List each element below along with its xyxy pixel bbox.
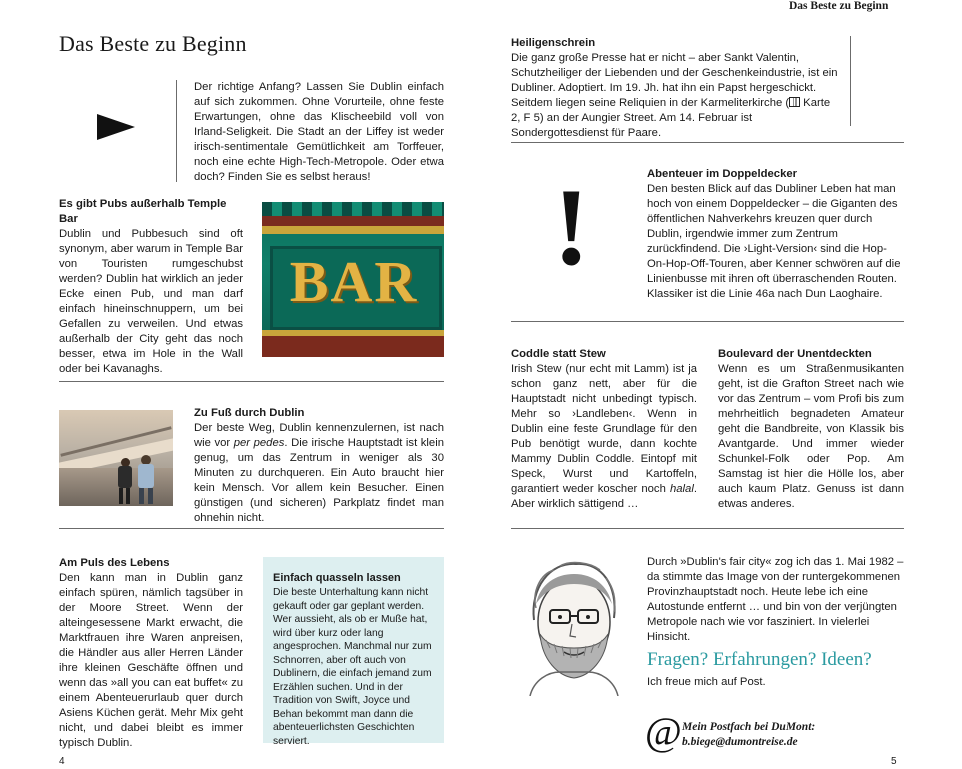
coddle-heading: Coddle statt Stew: [511, 348, 606, 360]
walk-heading: Zu Fuß durch Dublin: [194, 407, 305, 419]
boulevard-section: [718, 347, 904, 512]
chat-text: Die beste Unterhaltung kann nicht gekauft oder gar geplant werden. Wer aussieht, als ob er Muße hat, wird über kurz oder lang angesprochen. Manchmal nur zum Schnorren, aber oft auch von Dublinern, die einfach jemand zum Erzählen suchen. Und in der Tradition von Swift, Joyce und Behan bekommt man dann die abenteuerlichsten Geschichten serviert.: [273, 587, 432, 747]
page-title: Das Beste zu Beginn: [59, 31, 247, 56]
coddle-text-emphasis: halal: [669, 483, 694, 495]
page-number-left: 4: [59, 756, 65, 767]
shrine-heading: Heiligenschrein: [511, 37, 596, 49]
contact-email[interactable]: b.biege@dumontreise.de: [682, 736, 798, 748]
walk-text: Der beste Weg, Dublin kennenzulernen, ist nach wie vor per pedes. Die irische Hauptstadt ist klein genug, um das Zentrum in weniger als 30 Minuten zu durchqueren. Ein Auto braucht hier kein Mensch. Vor allem kein Besucher. Einen günstigen (und sicheren) Parkplatz findet man ohnehin nicht.: [194, 422, 444, 524]
doubledecker-section: [647, 167, 904, 302]
divider-1: [59, 381, 444, 382]
shrine-text: Die ganz große Presse hat er nicht – aber Sankt Valentin, Schutzheiliger der Liebenden und der Geschenkeindustrie, ist ein Dubliner. Adoptiert. Im 19. Jh. hat ihn ein Papst hergeschickt. Seitdem liegen seine Reliquien in der Karmeliterkirche ( Karte 2, F 5) an der Aungier Street. Am 14. Februar ist Sondergottesdienst für Paare.: [511, 52, 838, 139]
bar-sign-text: BAR: [289, 249, 419, 314]
chat-box: [263, 557, 444, 747]
pubs-text: Dublin und Pubbesuch sind oft synonym, aber warum in Temple Bar von Touristen rumgeschubst werden? Dublin hat wirklich an jeder Ecke einen Pub, und man darf einfach hineinschnuppern, um bei Gefallen zu verweilen. Und etwas außerhalb der City geht das noch besser, etwa im Hole in the Wall oder bei Kavanaghs.: [59, 228, 243, 375]
coddle-section: [511, 347, 697, 512]
divider-5: [511, 528, 904, 529]
pulse-section: [59, 556, 243, 751]
at-symbol-icon: @: [645, 709, 682, 754]
pulse-heading: Am Puls des Lebens: [59, 557, 170, 569]
map-reference[interactable]: Karte 2, F 5: [511, 97, 831, 124]
doubledecker-text: Den besten Blick auf das Dubliner Leben hat man hoch von einem Doppeldecker – die Giganten des öffentlichen Nahverkehrs kreuzen quer durch Dublin, irgendwie immer zum Zentrum zurückfindend. Die ›Light-Version‹ sind die Hop-On-Hop-Off-Touren, aber Kenner schwören auf die Linienbusse mit ihren oft überraschenden Routen. Klassiker ist die Linie 46a nach Dun Laoghaire.: [647, 183, 901, 300]
intro-paragraph: Der richtige Anfang? Lassen Sie Dublin einfach auf sich zukommen. Ohne Vorurteile, ohne feste Erwartungen, ohne das Klischeebild voll von Irland-Seligkeit. Die Stadt an der Liffey ist weder irisch-sentimentale Gemütlichkeit am Torffeuer, noch eine echte High-Tech-Metropole. Oder etwa doch? Finden Sie es selbst heraus!: [194, 81, 444, 183]
play-arrow-icon: [97, 114, 137, 145]
pubs-section: [59, 197, 243, 377]
running-header: Das Beste zu Beginn: [789, 0, 889, 12]
walk-section: [194, 406, 444, 526]
pubs-heading: Es gibt Pubs außerhalb Temple Bar: [59, 198, 227, 225]
walk-text-emphasis: per pedes: [233, 437, 285, 449]
shrine-vertical-rule: [850, 36, 851, 126]
divider-4: [511, 321, 904, 322]
boulevard-text: Wenn es um Straßenmusikanten geht, ist die Grafton Street nach wie vor das Zentrum – vom Profi bis zum mehrheitlich begnadeten Amateur geht die Bandbreite, von Klassik bis Avantgarde. Und immer wieder Schunkel-Folk oder Pop. Am Samstag ist hier die Hölle los, aber auch kaum Platz. Genuss ist dann etwas anderes.: [718, 363, 904, 510]
author-text: Durch »Dublin's fair city« zog ich das 1. Mai 1982 – da stimmte das Image von der runtergekommenen Provinzhauptstadt noch. Heute lebe ich eine Autostunde entfernt … und bin von der verjüngten Metropole nach wie vor fasziniert. In vielerlei Hinsicht.: [647, 556, 904, 643]
author-portrait: [510, 548, 638, 701]
bar-sign-photo: [262, 202, 444, 357]
mail-intro: Ich freue mich auf Post.: [647, 676, 766, 688]
pulse-text: Den kann man in Dublin ganz einfach spüren, nämlich tagsüber in der Moore Street. Wenn der alteingesessene Markt erwacht, die Marktfrauen ihre Waren anpreisen, die Händler aus aller Herren Länder ihre kleinen Geschäfte öffnen und wenn das »all you can eat buffet« zu einem Abenteuerurlaub quer durch Asiens Küchen gerät. Mehr Mix geht nicht, und dabei bleibt es immer typisch Dublin.: [59, 572, 243, 749]
map-icon: [789, 97, 800, 107]
feedback-question: Fragen? Erfahrungen? Ideen?: [647, 649, 872, 670]
exclamation-mark: !: [553, 166, 590, 288]
divider-3: [511, 142, 904, 143]
shrine-section: [511, 36, 838, 141]
walking-couple-photo: [59, 410, 173, 506]
page-number-right: 5: [891, 756, 897, 767]
boulevard-heading: Boulevard der Unentdeckten: [718, 348, 872, 360]
coddle-text: Irish Stew (nur echt mit Lamm) ist ja schon ganz nett, aber für die Hauptstadt nicht unbedingt typisch. Mehr so ›Landleben‹. Wenn in Dublin eine feste Grundlage für den Pub benötigt wurde, dann kochte Mammy Dublin Coddle. Eintopf mit Speck, Wurst und Kartoffeln, garantiert weder koscher noch halal. Aber wirklich sättigend …: [511, 363, 697, 510]
divider-2: [59, 528, 444, 529]
chat-heading: Einfach quasseln lassen: [273, 572, 401, 584]
author-section: [647, 555, 904, 645]
intro-vertical-rule: [176, 80, 177, 182]
doubledecker-heading: Abenteuer im Doppeldecker: [647, 168, 798, 180]
contact-label: Mein Postfach bei DuMont:: [682, 721, 816, 733]
